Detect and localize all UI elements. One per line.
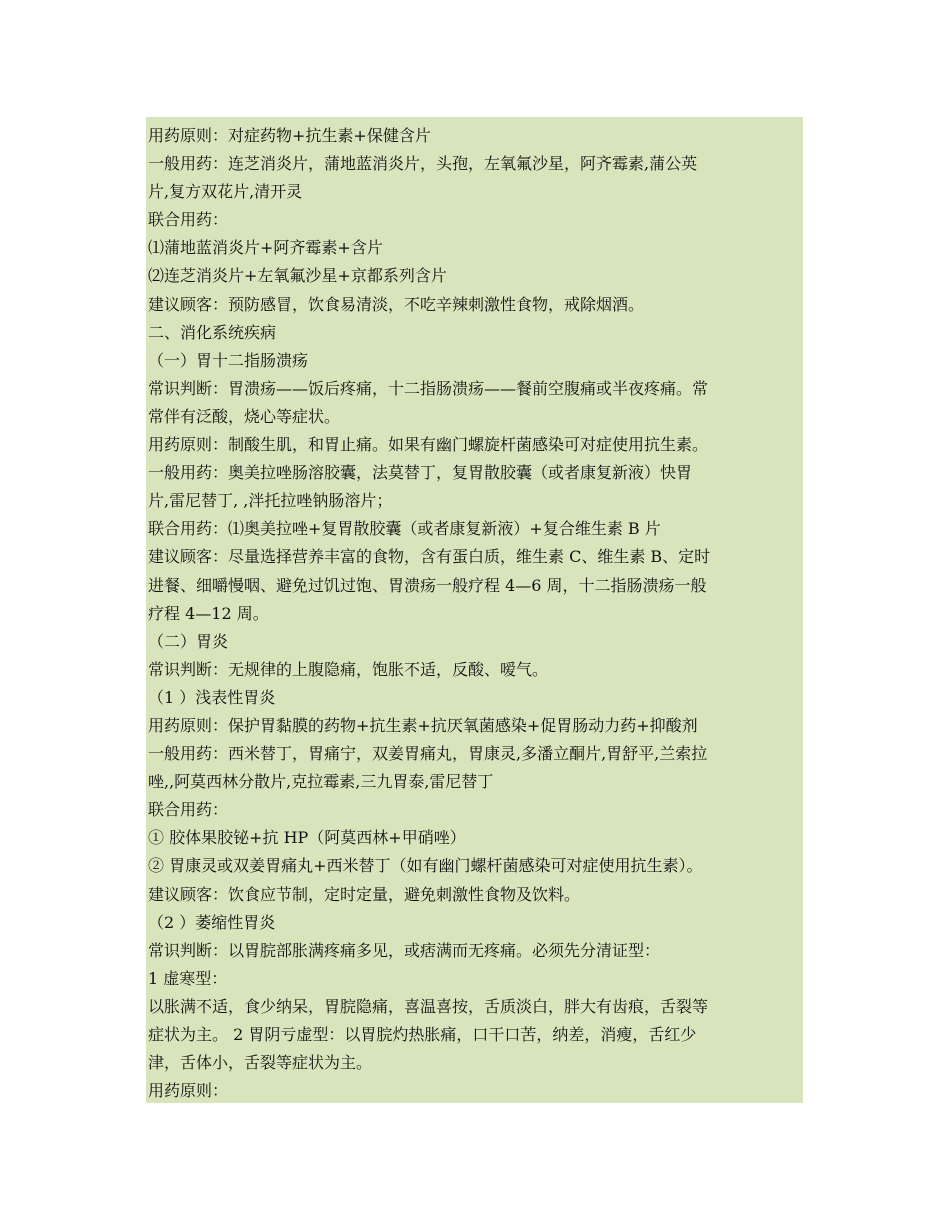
text-line: ⑵连芝消炎片+左氧氟沙星+京都系列含片 xyxy=(148,266,447,286)
text-line: 常识判断：以胃脘部胀满疼痛多见，或痞满而无疼痛。必须先分清证型： xyxy=(148,940,661,960)
document-text-block xyxy=(146,117,803,1103)
text-line: 片,雷尼替丁, ,泮托拉唑钠肠溶片； xyxy=(148,491,393,511)
text-line: 联合用药： xyxy=(148,210,229,230)
text-line: 常伴有泛酸，烧心等症状。 xyxy=(148,406,341,426)
text-line: 以胀满不适，食少纳呆，胃脘隐痛，喜温喜按，舌质淡白，胖大有齿痕，舌裂等 xyxy=(148,996,709,1016)
text-line: 疗程 4—12 周。 xyxy=(148,603,269,623)
text-line: ⑴蒲地蓝消炎片+阿齐霉素+含片 xyxy=(148,238,383,258)
text-line: 用药原则：保护胃黏膜的药物+抗生素+抗厌氧菌感染+促胃肠动力药+抑酸剂 xyxy=(148,715,698,735)
text-line: 进餐、细嚼慢咽、避免过饥过饱、胃溃疡一般疗程 4—6 周，十二指肠溃疡一般 xyxy=(148,575,707,595)
text-line: ① 胶体果胶铋+抗 HP（阿莫西林+甲硝唑） xyxy=(148,828,466,848)
text-line: 用药原则： xyxy=(148,1081,229,1101)
text-line: 唑,,阿莫西林分散片,克拉霉素,三九胃泰,雷尼替丁 xyxy=(148,772,494,792)
text-line: 建议顾客：饮食应节制，定时定量，避免刺激性食物及饮料。 xyxy=(148,884,581,904)
text-line: 常识判断：无规律的上腹隐痛，饱胀不适，反酸、嗳气。 xyxy=(148,659,549,679)
text-line: 联合用药： xyxy=(148,800,229,820)
subsection-heading: （二）胃炎 xyxy=(148,631,229,651)
text-line: 片,复方双花片,清开灵 xyxy=(148,182,303,202)
section-heading: 二、消化系统疾病 xyxy=(148,322,277,342)
text-line: 用药原则：对症药物+抗生素+保健含片 xyxy=(148,126,431,145)
text-line: 一般用药：西米替丁，胃痛宁，双姜胃痛丸，胃康灵,多潘立酮片,胃舒平,兰索拉 xyxy=(148,744,708,764)
text-line: 建议顾客：尽量选择营养丰富的食物，含有蛋白质，维生素 C、维生素 B、定时 xyxy=(148,547,711,567)
text-line: 一般用药：奥美拉唑肠溶胶囊，法莫替丁，复胃散胶囊（或者康复新液）快胃 xyxy=(148,463,693,483)
text-line: 津，舌体小，舌裂等症状为主。 xyxy=(148,1053,373,1073)
text-line: ② 胃康灵或双姜胃痛丸+西米替丁（如有幽门螺杆菌感染可对症使用抗生素）。 xyxy=(148,856,703,876)
text-line: 症状为主。 2 胃阴亏虚型：以胃脘灼热胀痛，口干口苦，纳差，消瘦，舌红少 xyxy=(148,1025,697,1044)
text-line: 用药原则：制酸生肌，和胃止痛。如果有幽门螺旋杆菌感染可对症使用抗生素。 xyxy=(148,435,709,455)
text-line: 建议顾客：预防感冒，饮食易清淡，不吃辛辣刺激性食物，戒除烟酒。 xyxy=(148,294,645,314)
subsection-heading: （1 ）浅表性胃炎 xyxy=(148,687,276,707)
text-line: 1 虚寒型： xyxy=(148,968,228,988)
text-line: 常识判断：胃溃疡——饭后疼痛，十二指肠溃疡——餐前空腹痛或半夜疼痛。常 xyxy=(148,378,709,398)
subsection-heading: （2 ）萎缩性胃炎 xyxy=(148,912,276,932)
text-line: 联合用药：⑴奥美拉唑+复胃散胶囊（或者康复新液）+复合维生素 B 片 xyxy=(148,519,661,539)
text-line: 一般用药：连芝消炎片，蒲地蓝消炎片，头孢，左氧氟沙星，阿齐霉素,蒲公英 xyxy=(148,154,698,174)
subsection-heading: （一）胃十二指肠溃疡 xyxy=(148,350,309,370)
